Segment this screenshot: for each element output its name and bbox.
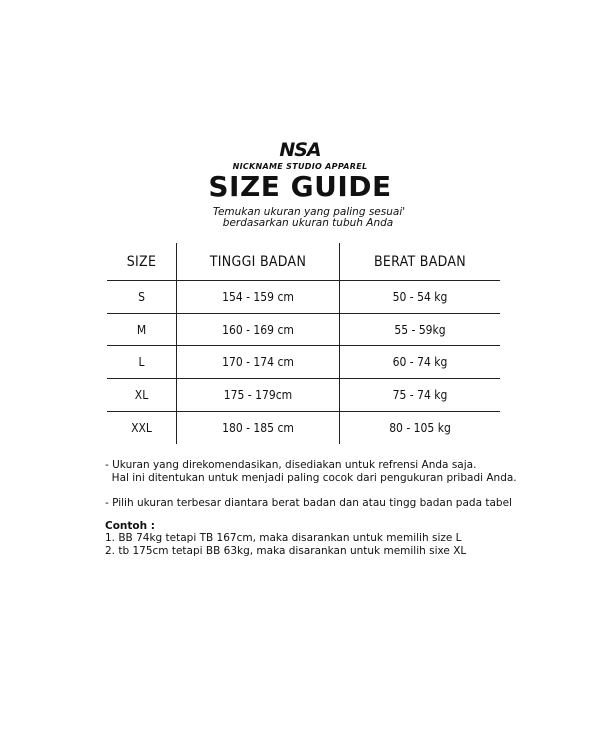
header-weight: BERAT BADAN <box>373 253 467 270</box>
table-cell-weight: 50 - 54 kg <box>392 290 448 304</box>
table-cell-height: 160 - 169 cm <box>222 322 294 337</box>
header-height: TINGGI BADAN <box>209 253 307 270</box>
size-table <box>107 243 500 444</box>
example-title: Contoh : <box>105 519 155 532</box>
header-size: SIZE <box>126 253 157 270</box>
table-cell-size: XL <box>134 388 149 402</box>
subtitle <box>0 207 600 229</box>
table-cell-size: XXL <box>131 421 152 435</box>
table-cell-height: 180 - 185 cm <box>222 421 294 435</box>
note-1-line-1: - Ukuran yang direkomendasikan, disediakan untuk refrensi Anda saja. <box>105 459 477 471</box>
subtitle-line-1: Temukan ukuran yang paling sesuai' <box>212 206 406 218</box>
example-1: 1. BB 74kg tetapi TB 167cm, maka disarankan untuk memilih size L <box>105 532 462 544</box>
table-cell-height: 175 - 179cm <box>223 388 293 402</box>
table-cell-height: 154 - 159 cm <box>222 290 294 304</box>
table-cell-weight: 60 - 74 kg <box>392 355 448 369</box>
note-1-line-2: Hal ini ditentukan untuk menjadi paling cocok dari pengukuran pribadi Anda. <box>105 471 517 484</box>
table-cell-size: S <box>138 290 145 304</box>
table-cell-size: M <box>136 322 147 337</box>
table-cell-size: L <box>138 355 145 369</box>
table-cell-weight: 80 - 105 kg <box>389 421 451 435</box>
table-cell-weight: 75 - 74 kg <box>392 388 448 402</box>
subtitle-line-2: berdasarkan ukuran tubuh Anda <box>222 217 394 229</box>
notes-section <box>105 459 575 557</box>
note-2: - Pilih ukuran terbesar diantara berat badan dan atau tingg badan pada tabel <box>105 497 512 509</box>
brand-name: NICKNAME STUDIO APPAREL <box>232 162 368 171</box>
table-cell-weight: 55 - 59kg <box>394 322 446 337</box>
brand-logo: NSA <box>279 139 321 161</box>
example-2: 2. tb 175cm tetapi BB 63kg, maka disarankan untuk memilih sixe XL <box>105 544 467 557</box>
page-title: SIZE GUIDE <box>208 170 392 203</box>
table-cell-height: 170 - 174 cm <box>222 355 294 369</box>
